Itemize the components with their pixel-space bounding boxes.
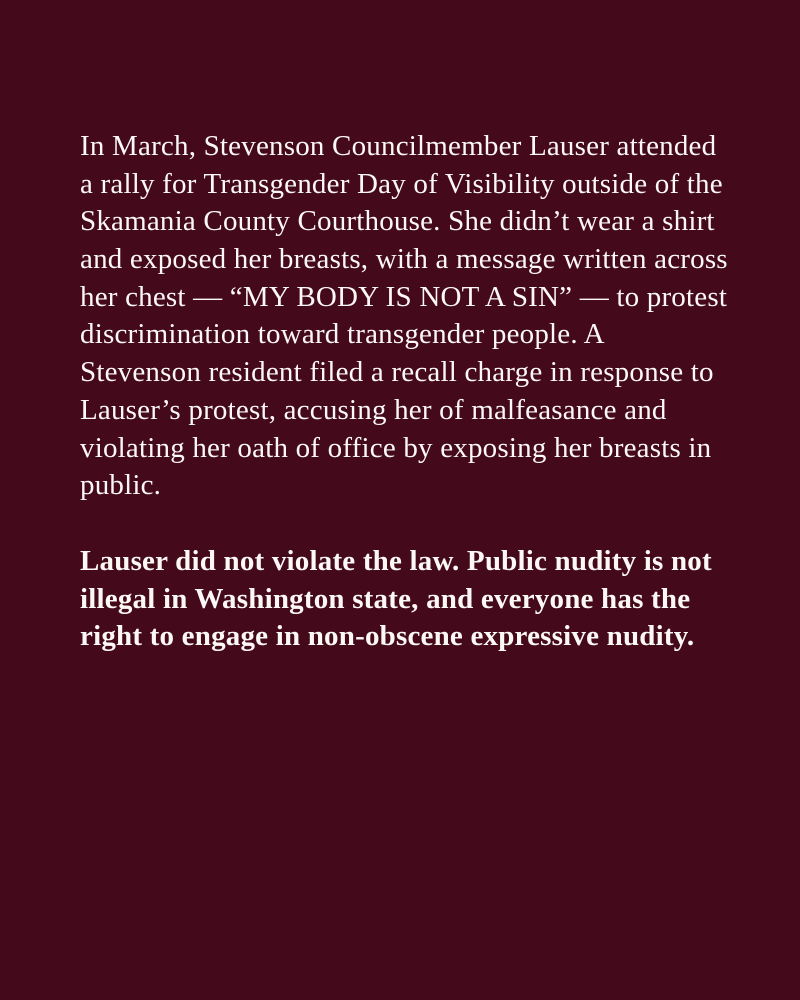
conclusion-paragraph: Lauser did not violate the law. Public nudity is not illegal in Washington state, and everyone has the right to engage in non-obscene expressive nudity. — [80, 544, 712, 653]
intro-paragraph: In March, Stevenson Councilmember Lauser attended a rally for Transgender Day of Visibility outside of the Skamania County Courthouse. She didn’t wear a shirt and exposed her breasts, with a message written across her chest — “MY BODY IS NOT A SIN” — to protest discrimination toward transgender people. A Stevenson resident filed a recall charge in response to Lauser’s protest, accusing her of malfeasance and violating her oath of office by exposing her breasts in public. — [80, 130, 728, 502]
